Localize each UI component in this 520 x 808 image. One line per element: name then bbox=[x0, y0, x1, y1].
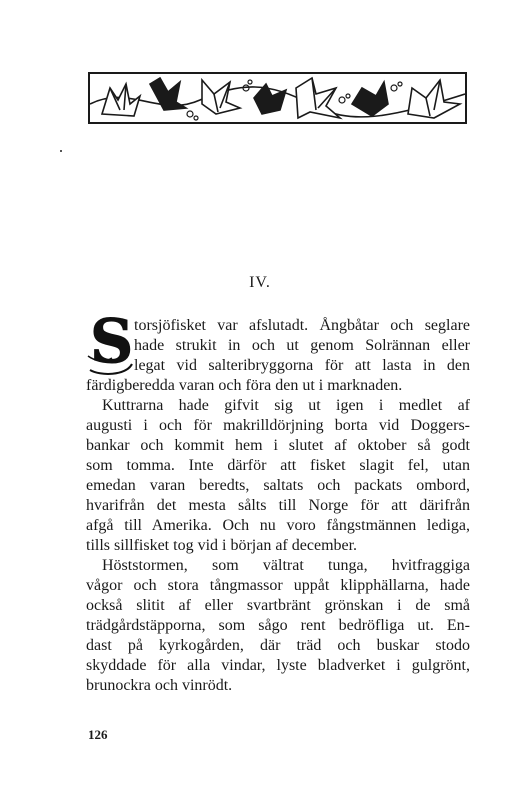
text-line: Höststormen, som vältrat tunga, hvitfraggiga bbox=[102, 557, 470, 574]
drop-cap bbox=[86, 307, 138, 377]
text-line: dast på kyrkogården, där träd och buskar stodo bbox=[86, 637, 470, 654]
leaf-icon bbox=[102, 84, 140, 116]
speck bbox=[60, 150, 62, 152]
text-line: Kuttrarna hade gifvit sig ut igen i medlet af bbox=[102, 397, 470, 414]
text-line: augusti i och för makrilldörjning borta vid Doggers- bbox=[86, 417, 470, 434]
text-line: hvarifrån det mesta sålts till Norge för att därifrån bbox=[86, 497, 470, 514]
text-line: tills sillfisket tog vid i början af december. bbox=[86, 537, 358, 554]
text-line: också slitit af eller svartbränt grönskan i de små bbox=[86, 597, 470, 614]
text-line: skyddade för alla vindar, lyste bladverket i gulgrönt, bbox=[86, 657, 470, 674]
text-line: brunockra och vinrödt. bbox=[86, 677, 233, 694]
ivy-leaf-ornament-icon bbox=[88, 72, 467, 124]
chapter-heading: IV. bbox=[249, 274, 271, 291]
text-line: hade strukit in och ut genom Solrännan eller bbox=[134, 337, 470, 354]
text-line: bankar och kommit hem i slutet af oktober så godt bbox=[86, 437, 470, 454]
text-line: färdigberedda varan och föra den ut i marknaden. bbox=[86, 377, 403, 394]
text-line: afgå till Amerika. Och nu voro fångstmännen lediga, bbox=[86, 517, 470, 534]
text-line: legat vid salteribryggorna för att lasta in den bbox=[134, 357, 470, 374]
leaf-icon bbox=[150, 78, 186, 110]
body-text bbox=[86, 307, 470, 696]
text-line: emedan varan beredts, saltats och packats ombord, bbox=[86, 477, 470, 494]
text-line: trädgårdstäpporna, som sågo rent bedröfliga ut. En- bbox=[86, 617, 470, 634]
text-line: vågor och stora tångmassor uppåt klipphällarna, hade bbox=[86, 577, 470, 594]
text-line: som tomma. Inte därför att fisket slagit fel, utan bbox=[86, 457, 470, 474]
text-line: torsjöfisket var afslutadt. Ångbåtar och seglare bbox=[134, 317, 470, 334]
drop-cap-letter: S bbox=[90, 307, 134, 377]
page-number: 126 bbox=[88, 727, 108, 742]
